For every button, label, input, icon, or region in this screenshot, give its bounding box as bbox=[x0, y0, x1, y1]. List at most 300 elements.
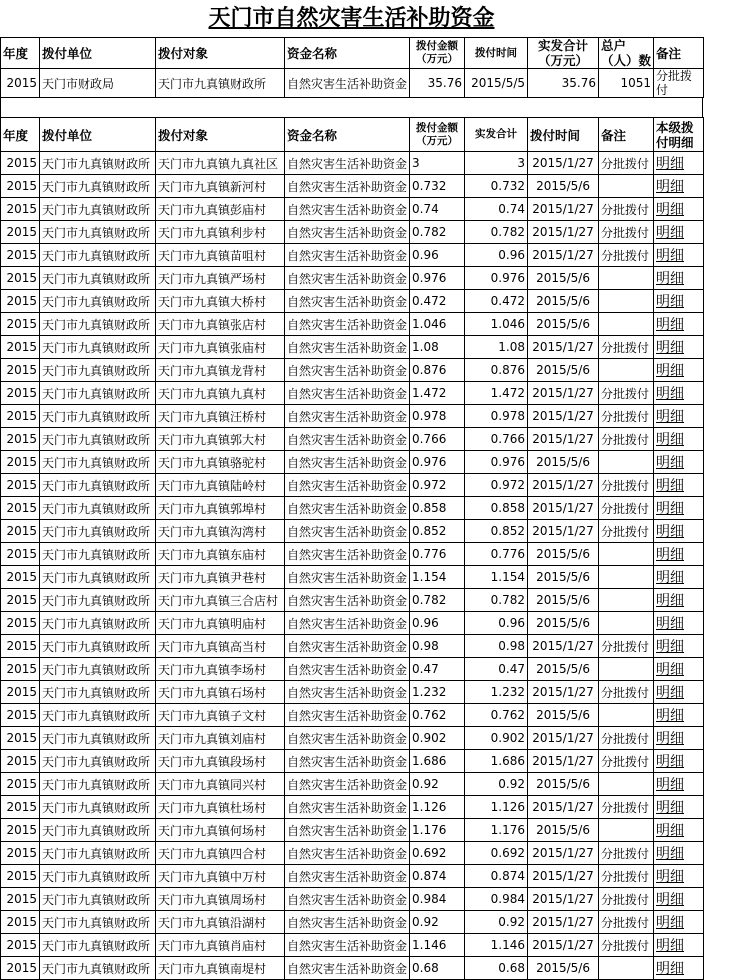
cell-year: 2015 bbox=[1, 589, 40, 612]
cell-year: 2015 bbox=[1, 382, 40, 405]
cell-pay-date: 2015/1/27 bbox=[528, 382, 599, 405]
detail-link-cell bbox=[654, 865, 704, 888]
cell-actual-total: 0.984 bbox=[465, 888, 528, 911]
table-row bbox=[1, 658, 704, 681]
cell-payer: 天门市九真镇财政所 bbox=[40, 842, 156, 865]
cell-pay-date: 2015/5/6 bbox=[528, 589, 599, 612]
detail-link[interactable]: 明细 bbox=[656, 754, 685, 770]
cell-amount: 0.902 bbox=[410, 727, 465, 750]
cell-recipient: 天门市九真镇汪桥村 bbox=[156, 405, 285, 428]
page-title: 天门市自然灾害生活补助资金 bbox=[208, 6, 495, 31]
cell-amount: 0.976 bbox=[410, 451, 465, 474]
cell-fund-name: 自然灾害生活补助资金 bbox=[285, 474, 410, 497]
cell-year: 2015 bbox=[1, 428, 40, 451]
detail-link-cell bbox=[654, 566, 704, 589]
cell-amount: 0.858 bbox=[410, 497, 465, 520]
detail-link[interactable]: 明细 bbox=[656, 409, 685, 425]
cell-year: 2015 bbox=[1, 566, 40, 589]
cell-year: 2015 bbox=[1, 520, 40, 543]
detail-link-cell bbox=[654, 152, 704, 175]
cell-fund-name: 自然灾害生活补助资金 bbox=[285, 842, 410, 865]
cell-recipient: 天门市九真镇骆驼村 bbox=[156, 451, 285, 474]
cell-fund-name: 自然灾害生活补助资金 bbox=[285, 750, 410, 773]
cell-year: 2015 bbox=[1, 175, 40, 198]
cell-recipient: 天门市九真镇明庙村 bbox=[156, 612, 285, 635]
header-note: 备注 bbox=[599, 118, 654, 152]
cell-recipient: 天门市九真镇利步村 bbox=[156, 221, 285, 244]
detail-link[interactable]: 明细 bbox=[656, 202, 685, 218]
detail-link-cell bbox=[654, 359, 704, 382]
cell-amount: 0.762 bbox=[410, 704, 465, 727]
cell-actual-total: 0.858 bbox=[465, 497, 528, 520]
cell-amount: 0.92 bbox=[410, 911, 465, 934]
cell-payer: 天门市九真镇财政所 bbox=[40, 497, 156, 520]
detail-link[interactable]: 明细 bbox=[656, 961, 685, 977]
table-row bbox=[1, 842, 704, 865]
detail-link[interactable]: 明细 bbox=[656, 386, 685, 402]
cell-note: 分批拨付 bbox=[599, 520, 654, 543]
cell-amount: 0.47 bbox=[410, 658, 465, 681]
cell-fund-name: 自然灾害生活补助资金 bbox=[285, 635, 410, 658]
header-note: 备注 bbox=[654, 38, 704, 69]
cell-pay-date: 2015/5/5 bbox=[465, 69, 528, 98]
cell-fund-name: 自然灾害生活补助资金 bbox=[285, 520, 410, 543]
cell-pay-date: 2015/1/27 bbox=[528, 428, 599, 451]
cell-fund-name: 自然灾害生活补助资金 bbox=[285, 336, 410, 359]
cell-pay-date: 2015/5/6 bbox=[528, 773, 599, 796]
cell-recipient: 天门市九真镇中万村 bbox=[156, 865, 285, 888]
cell-note: 分批拨付 bbox=[654, 69, 704, 98]
cell-pay-date: 2015/1/27 bbox=[528, 405, 599, 428]
detail-link[interactable]: 明细 bbox=[656, 478, 685, 494]
cell-actual-total: 0.776 bbox=[465, 543, 528, 566]
cell-fund-name: 自然灾害生活补助资金 bbox=[285, 428, 410, 451]
cell-year: 2015 bbox=[1, 451, 40, 474]
cell-note bbox=[599, 819, 654, 842]
cell-year: 2015 bbox=[1, 911, 40, 934]
cell-pay-date: 2015/5/6 bbox=[528, 175, 599, 198]
cell-fund-name: 自然灾害生活补助资金 bbox=[285, 382, 410, 405]
cell-amount: 0.976 bbox=[410, 267, 465, 290]
cell-year: 2015 bbox=[1, 842, 40, 865]
cell-actual-total: 0.972 bbox=[465, 474, 528, 497]
detail-link-cell bbox=[654, 796, 704, 819]
detail-link[interactable]: 明细 bbox=[656, 340, 685, 356]
cell-recipient: 天门市九真镇彭庙村 bbox=[156, 198, 285, 221]
header-detail-link: 本级拨付明细 bbox=[654, 118, 704, 152]
cell-payer: 天门市九真镇财政所 bbox=[40, 520, 156, 543]
table-row bbox=[1, 198, 704, 221]
cell-pay-date: 2015/1/27 bbox=[528, 934, 599, 957]
cell-note: 分批拨付 bbox=[599, 152, 654, 175]
header-payer: 拨付单位 bbox=[40, 118, 156, 152]
cell-year: 2015 bbox=[1, 543, 40, 566]
detail-link[interactable]: 明细 bbox=[656, 317, 685, 333]
detail-link-cell bbox=[654, 290, 704, 313]
cell-payer: 天门市九真镇财政所 bbox=[40, 589, 156, 612]
detail-link[interactable]: 明细 bbox=[656, 156, 685, 172]
cell-amount: 0.74 bbox=[410, 198, 465, 221]
detail-link-cell bbox=[654, 704, 704, 727]
cell-note: 分批拨付 bbox=[599, 428, 654, 451]
cell-pay-date: 2015/5/6 bbox=[528, 704, 599, 727]
detail-link-cell bbox=[654, 658, 704, 681]
detail-link[interactable]: 明细 bbox=[656, 662, 685, 678]
cell-payer: 天门市九真镇财政所 bbox=[40, 865, 156, 888]
detail-link-cell bbox=[654, 888, 704, 911]
cell-recipient: 天门市九真镇郭埠村 bbox=[156, 497, 285, 520]
cell-households: 1051 bbox=[599, 69, 654, 98]
detail-link-cell bbox=[654, 244, 704, 267]
cell-actual-total: 1.176 bbox=[465, 819, 528, 842]
cell-amount: 0.776 bbox=[410, 543, 465, 566]
cell-year: 2015 bbox=[1, 773, 40, 796]
cell-year: 2015 bbox=[1, 888, 40, 911]
cell-actual-total: 0.47 bbox=[465, 658, 528, 681]
cell-year: 2015 bbox=[1, 152, 40, 175]
cell-note bbox=[599, 566, 654, 589]
detail-link-cell bbox=[654, 313, 704, 336]
cell-actual-total: 1.146 bbox=[465, 934, 528, 957]
detail-link-cell bbox=[654, 681, 704, 704]
table-row bbox=[1, 589, 704, 612]
table-row bbox=[1, 681, 704, 704]
cell-amount: 0.874 bbox=[410, 865, 465, 888]
cell-recipient: 天门市九真镇周场村 bbox=[156, 888, 285, 911]
cell-note: 分批拨付 bbox=[599, 635, 654, 658]
table-row bbox=[1, 750, 704, 773]
cell-recipient: 天门市九真镇何场村 bbox=[156, 819, 285, 842]
detail-link[interactable]: 明细 bbox=[656, 685, 685, 701]
cell-actual-total: 0.874 bbox=[465, 865, 528, 888]
cell-fund-name: 自然灾害生活补助资金 bbox=[285, 198, 410, 221]
cell-pay-date: 2015/1/27 bbox=[528, 152, 599, 175]
cell-note bbox=[599, 957, 654, 980]
cell-fund-name: 自然灾害生活补助资金 bbox=[285, 359, 410, 382]
cell-fund-name: 自然灾害生活补助资金 bbox=[285, 451, 410, 474]
cell-note bbox=[599, 658, 654, 681]
cell-actual-total: 0.976 bbox=[465, 451, 528, 474]
cell-fund-name: 自然灾害生活补助资金 bbox=[285, 221, 410, 244]
cell-amount: 0.782 bbox=[410, 221, 465, 244]
detail-link-cell bbox=[654, 175, 704, 198]
cell-recipient: 天门市九真镇刘庙村 bbox=[156, 727, 285, 750]
cell-fund-name: 自然灾害生活补助资金 bbox=[285, 934, 410, 957]
cell-fund-name: 自然灾害生活补助资金 bbox=[285, 543, 410, 566]
cell-fund-name: 自然灾害生活补助资金 bbox=[285, 727, 410, 750]
cell-year: 2015 bbox=[1, 819, 40, 842]
detail-link[interactable]: 明细 bbox=[656, 846, 685, 862]
cell-recipient: 天门市九真镇苗咀村 bbox=[156, 244, 285, 267]
table-row bbox=[1, 865, 704, 888]
cell-amount: 0.876 bbox=[410, 359, 465, 382]
table-row bbox=[1, 382, 704, 405]
cell-payer: 天门市九真镇财政所 bbox=[40, 175, 156, 198]
detail-link-cell bbox=[654, 543, 704, 566]
cell-actual-total: 1.472 bbox=[465, 382, 528, 405]
cell-amount: 35.76 bbox=[410, 69, 465, 98]
cell-amount: 3 bbox=[410, 152, 465, 175]
cell-pay-date: 2015/1/27 bbox=[528, 888, 599, 911]
cell-year: 2015 bbox=[1, 69, 40, 98]
detail-link-cell bbox=[654, 934, 704, 957]
detail-link[interactable]: 明细 bbox=[656, 593, 685, 609]
cell-payer: 天门市九真镇财政所 bbox=[40, 474, 156, 497]
cell-payer: 天门市财政局 bbox=[40, 69, 156, 98]
cell-fund-name: 自然灾害生活补助资金 bbox=[285, 681, 410, 704]
cell-note bbox=[599, 313, 654, 336]
table-row bbox=[1, 290, 704, 313]
header-amount: 拨付金额（万元） bbox=[410, 38, 465, 69]
detail-link[interactable]: 明细 bbox=[656, 179, 685, 195]
cell-payer: 天门市九真镇财政所 bbox=[40, 727, 156, 750]
detail-link-cell bbox=[654, 267, 704, 290]
cell-year: 2015 bbox=[1, 727, 40, 750]
detail-link[interactable]: 明细 bbox=[656, 777, 685, 793]
cell-actual-total: 1.046 bbox=[465, 313, 528, 336]
detail-link[interactable]: 明细 bbox=[656, 570, 685, 586]
detail-link[interactable]: 明细 bbox=[656, 547, 685, 563]
cell-year: 2015 bbox=[1, 474, 40, 497]
cell-payer: 天门市九真镇财政所 bbox=[40, 267, 156, 290]
cell-amount: 0.978 bbox=[410, 405, 465, 428]
detail-link[interactable]: 明细 bbox=[656, 800, 685, 816]
cell-payer: 天门市九真镇财政所 bbox=[40, 658, 156, 681]
cell-recipient: 天门市九真镇龙背村 bbox=[156, 359, 285, 382]
cell-year: 2015 bbox=[1, 865, 40, 888]
cell-actual-total: 0.692 bbox=[465, 842, 528, 865]
cell-amount: 1.154 bbox=[410, 566, 465, 589]
detail-link-cell bbox=[654, 589, 704, 612]
header-year: 年度 bbox=[1, 118, 40, 152]
cell-year: 2015 bbox=[1, 796, 40, 819]
cell-amount: 0.96 bbox=[410, 244, 465, 267]
cell-recipient: 天门市九真镇南堤村 bbox=[156, 957, 285, 980]
cell-fund-name: 自然灾害生活补助资金 bbox=[285, 888, 410, 911]
detail-link[interactable]: 明细 bbox=[656, 248, 685, 264]
table-row bbox=[1, 497, 704, 520]
cell-note: 分批拨付 bbox=[599, 727, 654, 750]
cell-fund-name: 自然灾害生活补助资金 bbox=[285, 152, 410, 175]
header-households: 总户（人）数 bbox=[599, 38, 654, 69]
detail-link[interactable]: 明细 bbox=[656, 708, 685, 724]
cell-fund-name: 自然灾害生活补助资金 bbox=[285, 566, 410, 589]
cell-note bbox=[599, 704, 654, 727]
cell-recipient: 天门市九真镇张店村 bbox=[156, 313, 285, 336]
cell-amount: 0.472 bbox=[410, 290, 465, 313]
cell-note: 分批拨付 bbox=[599, 681, 654, 704]
cell-actual-total: 0.92 bbox=[465, 911, 528, 934]
cell-pay-date: 2015/1/27 bbox=[528, 727, 599, 750]
cell-payer: 天门市九真镇财政所 bbox=[40, 405, 156, 428]
detail-link[interactable]: 明细 bbox=[656, 731, 685, 747]
table-row bbox=[1, 911, 704, 934]
cell-year: 2015 bbox=[1, 198, 40, 221]
cell-note: 分批拨付 bbox=[599, 405, 654, 428]
cell-recipient: 天门市九真镇肖庙村 bbox=[156, 934, 285, 957]
cell-payer: 天门市九真镇财政所 bbox=[40, 152, 156, 175]
detail-link[interactable]: 明细 bbox=[656, 938, 685, 954]
cell-actual-total: 0.782 bbox=[465, 589, 528, 612]
cell-payer: 天门市九真镇财政所 bbox=[40, 612, 156, 635]
cell-recipient: 天门市九真镇严场村 bbox=[156, 267, 285, 290]
table-row bbox=[1, 359, 704, 382]
detail-link[interactable]: 明细 bbox=[656, 915, 685, 931]
cell-payer: 天门市九真镇财政所 bbox=[40, 773, 156, 796]
cell-payer: 天门市九真镇财政所 bbox=[40, 313, 156, 336]
cell-amount: 0.732 bbox=[410, 175, 465, 198]
cell-actual-total: 1.232 bbox=[465, 681, 528, 704]
cell-recipient: 天门市九真镇沿湖村 bbox=[156, 911, 285, 934]
table-row bbox=[1, 796, 704, 819]
cell-payer: 天门市九真镇财政所 bbox=[40, 336, 156, 359]
cell-amount: 0.98 bbox=[410, 635, 465, 658]
cell-amount: 0.972 bbox=[410, 474, 465, 497]
cell-amount: 1.232 bbox=[410, 681, 465, 704]
detail-link[interactable]: 明细 bbox=[656, 616, 685, 632]
detail-link[interactable]: 明细 bbox=[656, 823, 685, 839]
detail-link-cell bbox=[654, 957, 704, 980]
detail-link[interactable]: 明细 bbox=[656, 271, 685, 287]
cell-year: 2015 bbox=[1, 244, 40, 267]
cell-note: 分批拨付 bbox=[599, 750, 654, 773]
cell-year: 2015 bbox=[1, 267, 40, 290]
cell-note: 分批拨付 bbox=[599, 842, 654, 865]
detail-link[interactable]: 明细 bbox=[656, 455, 685, 471]
cell-fund-name: 自然灾害生活补助资金 bbox=[285, 589, 410, 612]
cell-payer: 天门市九真镇财政所 bbox=[40, 911, 156, 934]
table-row bbox=[1, 336, 704, 359]
cell-recipient: 天门市九真镇段场村 bbox=[156, 750, 285, 773]
cell-recipient: 天门市九真镇李场村 bbox=[156, 658, 285, 681]
cell-actual-total: 0.876 bbox=[465, 359, 528, 382]
cell-amount: 0.92 bbox=[410, 773, 465, 796]
detail-link[interactable]: 明细 bbox=[656, 639, 685, 655]
cell-recipient: 天门市九真镇财政所 bbox=[156, 69, 285, 98]
cell-payer: 天门市九真镇财政所 bbox=[40, 359, 156, 382]
cell-pay-date: 2015/1/27 bbox=[528, 796, 599, 819]
detail-link-cell bbox=[654, 635, 704, 658]
cell-amount: 1.472 bbox=[410, 382, 465, 405]
cell-recipient: 天门市九真镇同兴村 bbox=[156, 773, 285, 796]
cell-payer: 天门市九真镇财政所 bbox=[40, 198, 156, 221]
detail-link[interactable]: 明细 bbox=[656, 432, 685, 448]
cell-fund-name: 自然灾害生活补助资金 bbox=[285, 819, 410, 842]
header-fund-name: 资金名称 bbox=[285, 118, 410, 152]
table-row bbox=[1, 175, 704, 198]
cell-note: 分批拨付 bbox=[599, 336, 654, 359]
detail-link[interactable]: 明细 bbox=[656, 225, 685, 241]
cell-payer: 天门市九真镇财政所 bbox=[40, 566, 156, 589]
cell-fund-name: 自然灾害生活补助资金 bbox=[285, 612, 410, 635]
detail-link[interactable]: 明细 bbox=[656, 294, 685, 310]
detail-link[interactable]: 明细 bbox=[656, 869, 685, 885]
cell-payer: 天门市九真镇财政所 bbox=[40, 934, 156, 957]
cell-pay-date: 2015/1/27 bbox=[528, 497, 599, 520]
cell-amount: 0.68 bbox=[410, 957, 465, 980]
header-amount: 拨付金额（万元） bbox=[410, 118, 465, 152]
cell-actual-total: 0.472 bbox=[465, 290, 528, 313]
cell-payer: 天门市九真镇财政所 bbox=[40, 290, 156, 313]
table-row bbox=[1, 819, 704, 842]
cell-actual-total: 3 bbox=[465, 152, 528, 175]
cell-amount: 0.692 bbox=[410, 842, 465, 865]
cell-payer: 天门市九真镇财政所 bbox=[40, 888, 156, 911]
cell-payer: 天门市九真镇财政所 bbox=[40, 750, 156, 773]
cell-fund-name: 自然灾害生活补助资金 bbox=[285, 957, 410, 980]
cell-pay-date: 2015/5/6 bbox=[528, 359, 599, 382]
cell-pay-date: 2015/5/6 bbox=[528, 543, 599, 566]
cell-fund-name: 自然灾害生活补助资金 bbox=[285, 175, 410, 198]
cell-note bbox=[599, 773, 654, 796]
cell-amount: 0.984 bbox=[410, 888, 465, 911]
cell-fund-name: 自然灾害生活补助资金 bbox=[285, 405, 410, 428]
cell-note: 分批拨付 bbox=[599, 382, 654, 405]
detail-link[interactable]: 明细 bbox=[656, 892, 685, 908]
cell-actual-total: 1.686 bbox=[465, 750, 528, 773]
cell-amount: 1.046 bbox=[410, 313, 465, 336]
detail-link-cell bbox=[654, 842, 704, 865]
detail-link-cell bbox=[654, 727, 704, 750]
table-row bbox=[1, 704, 704, 727]
summary-table bbox=[0, 37, 704, 98]
table-row bbox=[1, 451, 704, 474]
cell-note: 分批拨付 bbox=[599, 244, 654, 267]
cell-recipient: 天门市九真镇子文村 bbox=[156, 704, 285, 727]
cell-actual-total: 0.782 bbox=[465, 221, 528, 244]
header-actual-total: 实发合计 bbox=[465, 118, 528, 152]
cell-year: 2015 bbox=[1, 336, 40, 359]
cell-pay-date: 2015/5/6 bbox=[528, 612, 599, 635]
detail-link-cell bbox=[654, 336, 704, 359]
header-pay-date: 拨付时间 bbox=[528, 118, 599, 152]
detail-link[interactable]: 明细 bbox=[656, 363, 685, 379]
cell-fund-name: 自然灾害生活补助资金 bbox=[285, 267, 410, 290]
cell-year: 2015 bbox=[1, 658, 40, 681]
cell-amount: 1.126 bbox=[410, 796, 465, 819]
table-row bbox=[1, 612, 704, 635]
cell-actual-total: 1.08 bbox=[465, 336, 528, 359]
summary-row bbox=[1, 69, 704, 98]
detail-table bbox=[0, 117, 704, 980]
detail-link-cell bbox=[654, 428, 704, 451]
cell-fund-name: 自然灾害生活补助资金 bbox=[285, 497, 410, 520]
table-row bbox=[1, 474, 704, 497]
cell-year: 2015 bbox=[1, 957, 40, 980]
cell-pay-date: 2015/5/6 bbox=[528, 267, 599, 290]
table-row bbox=[1, 543, 704, 566]
cell-amount: 0.766 bbox=[410, 428, 465, 451]
cell-actual-total: 0.98 bbox=[465, 635, 528, 658]
detail-link-cell bbox=[654, 382, 704, 405]
cell-pay-date: 2015/1/27 bbox=[528, 474, 599, 497]
cell-fund-name: 自然灾害生活补助资金 bbox=[285, 313, 410, 336]
detail-link-cell bbox=[654, 221, 704, 244]
cell-actual-total: 0.762 bbox=[465, 704, 528, 727]
cell-year: 2015 bbox=[1, 704, 40, 727]
cell-payer: 天门市九真镇财政所 bbox=[40, 221, 156, 244]
table-row bbox=[1, 428, 704, 451]
detail-link[interactable]: 明细 bbox=[656, 524, 685, 540]
cell-pay-date: 2015/5/6 bbox=[528, 313, 599, 336]
cell-note: 分批拨付 bbox=[599, 911, 654, 934]
cell-note bbox=[599, 543, 654, 566]
header-recipient: 拨付对象 bbox=[156, 38, 285, 69]
cell-note bbox=[599, 359, 654, 382]
detail-link[interactable]: 明细 bbox=[656, 501, 685, 517]
cell-year: 2015 bbox=[1, 290, 40, 313]
cell-recipient: 天门市九真镇四合村 bbox=[156, 842, 285, 865]
